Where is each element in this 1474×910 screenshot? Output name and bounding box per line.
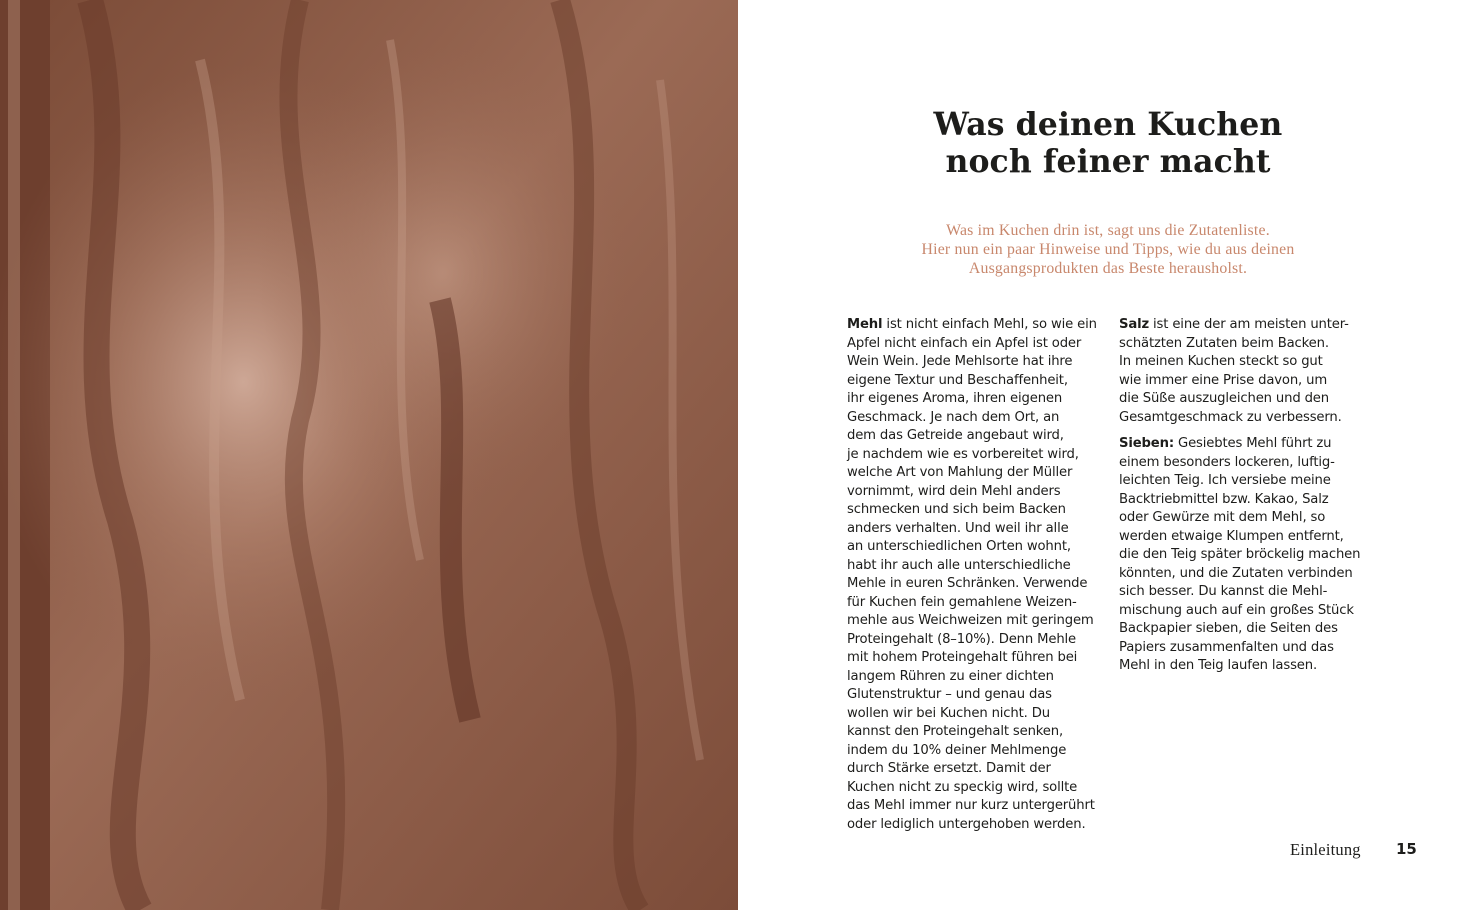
paragraph-sieben (1119, 435, 1379, 676)
mehl-line-27: oder lediglich untergehoben werden. (847, 816, 1086, 832)
mehl-line-2: Wein Wein. Jede Mehlsorte hat ihre (847, 354, 1073, 369)
page-title (840, 106, 1376, 180)
salz-line-2: In meinen Kuchen steckt so gut (1119, 354, 1323, 369)
column-salz-sieben (1119, 316, 1379, 684)
sieben-line-2: leichten Teig. Ich versiebe meine (1119, 473, 1331, 488)
salz-line-1: schätzten Zutaten beim Backen. (1119, 335, 1329, 351)
salz-lead: Salz (1119, 317, 1149, 332)
title-line-1: Was deinen Kuchen (933, 106, 1283, 143)
intro-line-2: Hier nun ein paar Hinweise und Tipps, wie du aus deinen (921, 241, 1295, 258)
page-number: 15 (1396, 840, 1417, 858)
mehl-line-19: langem Rühren zu einer dichten (847, 668, 1054, 684)
mehl-line-21: wollen wir bei Kuchen nicht. Du (847, 705, 1050, 721)
mehl-line-17: Proteingehalt (8–10%). Denn Mehle (847, 631, 1076, 647)
mehl-lead: Mehl (847, 317, 883, 332)
sieben-line-12: Mehl in den Teig laufen lassen. (1119, 658, 1318, 673)
mehl-line-7: je nachdem wie es vorbereitet wird, (847, 446, 1079, 462)
mehl-line-11: anders verhalten. Und weil ihr alle (847, 520, 1069, 536)
mehl-line-12: an unterschiedlichen Orten wohnt, (847, 539, 1071, 554)
mehl-line-16: mehle aus Weichweizen mit geringem (847, 613, 1094, 628)
mehl-line-20: Glutenstruktur – und genau das (847, 687, 1052, 702)
mehl-line-0-text: ist nicht einfach Mehl, so wie ein (882, 317, 1097, 332)
mehl-line-18: mit hohem Proteingehalt führen bei (847, 650, 1078, 665)
mehl-line-15: für Kuchen fein gemahlene Weizen- (847, 594, 1077, 610)
sieben-line-4: oder Gewürze mit dem Mehl, so (1119, 510, 1326, 525)
paragraph-salz (1119, 316, 1379, 427)
mehl-line-24: durch Stärke ersetzt. Damit der (847, 761, 1051, 776)
mehl-line-26: das Mehl immer nur kurz untergerührt (847, 798, 1095, 813)
sieben-lead: Sieben: (1119, 436, 1174, 451)
column-mehl (847, 316, 1102, 842)
sieben-line-11: Papiers zusammenfalten und das (1119, 639, 1334, 655)
salz-line-0-text: ist eine der am meisten unter- (1149, 317, 1349, 332)
sieben-line-8: sich besser. Du kannst die Mehl- (1119, 584, 1328, 599)
mehl-line-22: kannst den Proteingehalt senken, (847, 724, 1064, 739)
mehl-line-4: ihr eigenes Aroma, ihren eigenen (847, 391, 1063, 406)
sieben-line-1: einem besonders lockeren, luftig- (1119, 454, 1335, 470)
sieben-line-0 (1119, 435, 1379, 454)
salz-line-5: Gesamtgeschmack zu verbessern. (1119, 409, 1342, 425)
mehl-line-10: schmecken und sich beim Backen (847, 502, 1066, 517)
mehl-line-8: welche Art von Mahlung der Müller (847, 465, 1073, 480)
mehl-line-0 (847, 316, 1102, 335)
sieben-line-7: könnten, und die Zutaten verbinden (1119, 565, 1353, 581)
sieben-line-5: werden etwaige Klumpen entfernt, (1119, 528, 1344, 544)
mehl-line-25: Kuchen nicht zu speckig wird, sollte (847, 779, 1078, 795)
sieben-line-0-text: Gesiebtes Mehl führt zu (1173, 436, 1332, 451)
salz-line-4: die Süße auszugleichen und den (1119, 391, 1329, 406)
salz-line-0 (1119, 316, 1379, 335)
footer-section-label: Einleitung (1290, 840, 1361, 859)
intro-line-3: Ausgangsprodukten das Beste herausholst. (968, 260, 1248, 277)
mehl-line-14: Mehle in euren Schränken. Verwende (847, 576, 1088, 591)
sieben-line-6: die den Teig später bröckelig machen (1119, 547, 1361, 562)
salz-line-3: wie immer eine Prise davon, um (1119, 372, 1328, 388)
intro-text (850, 221, 1366, 278)
intro-line-1: Was im Kuchen drin ist, sagt uns die Zutatenliste. (946, 222, 1270, 239)
mehl-line-3: eigene Textur und Beschaffenheit, (847, 372, 1068, 388)
mehl-line-6: dem das Getreide angebaut wird, (847, 428, 1064, 443)
sieben-line-9: mischung auch auf ein großes Stück (1119, 602, 1354, 618)
mehl-line-23: indem du 10% deiner Mehlmenge (847, 742, 1067, 758)
title-line-2: noch feiner macht (945, 143, 1271, 180)
mehl-line-13: habt ihr auch alle unterschiedliche (847, 557, 1071, 573)
mehl-line-5: Geschmack. Je nach dem Ort, an (847, 409, 1060, 425)
paragraph-mehl (847, 316, 1102, 834)
mehl-line-1: Apfel nicht einfach ein Apfel ist oder (847, 335, 1082, 351)
sieben-line-10: Backpapier sieben, die Seiten des (1119, 621, 1338, 636)
mehl-line-9: vornimmt, wird dein Mehl anders (847, 483, 1061, 499)
sieben-line-3: Backtriebmittel bzw. Kakao, Salz (1119, 491, 1329, 507)
